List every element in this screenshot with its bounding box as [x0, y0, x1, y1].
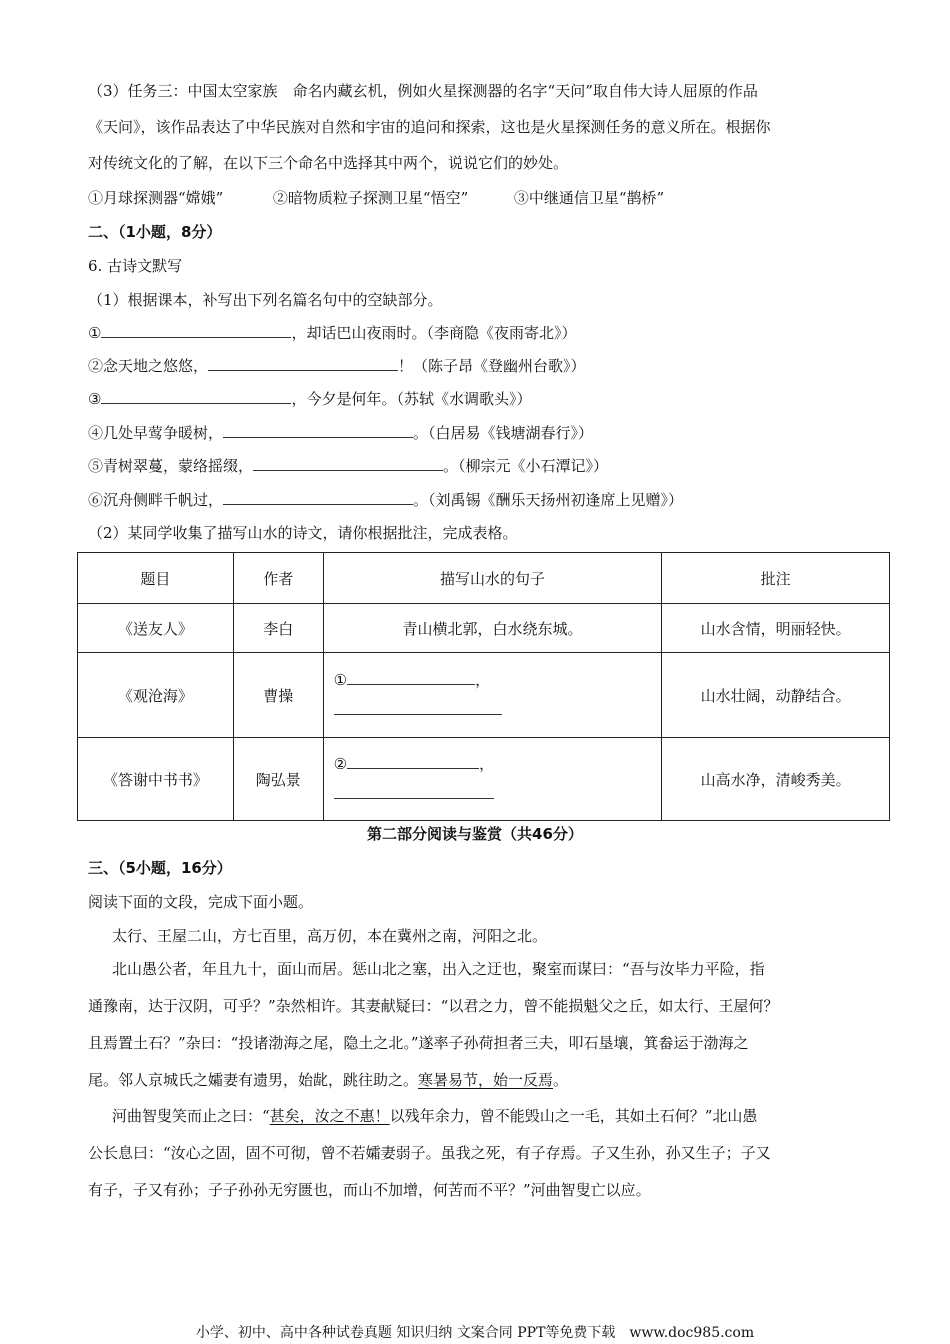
header-cell: 描写山水的句子 [323, 553, 662, 604]
text-span [253, 456, 443, 471]
sub-question: （2）某同学收集了描写山水的诗文，请你根据批注，完成表格。 [88, 524, 518, 542]
text-span: 。（刘禹锡《酬乐天扬州初逢席上见赠》） [413, 491, 684, 509]
passage-line: 有子，子又有孙；子子孙孙无穷匮也，而山不加增，何苦而不平？”河曲智叟亡以应。 [88, 1181, 651, 1199]
task3-line: 《天问》，该作品表达了中华民族对自然和宇宙的追问和探索，这也是火星探测任务的意义所在。根据你 [88, 118, 771, 136]
answer-blank-cell [323, 738, 662, 821]
sub-question: （1）根据课本，补写出下列名篇名句中的空缺部分。 [88, 291, 443, 309]
text-span: ④几处早莺争暖树， [88, 424, 224, 442]
table-row [78, 604, 890, 653]
section-heading: 二、（1小题，8分） [88, 223, 222, 241]
underlined-sentence: 寒暑易节，始一反焉 [418, 1071, 554, 1089]
text-span: ，今夕是何年。（苏轼《水调歌头》） [291, 390, 532, 408]
header-cell: 作者 [233, 553, 323, 604]
part-heading: 第二部分阅读与鉴赏（共46分） [367, 825, 583, 843]
option: ②暗物质粒子探测卫星“悟空” [272, 189, 469, 207]
table-row [78, 653, 890, 738]
text-span: ⑥沉舟侧畔千帆过， [88, 491, 224, 509]
table-cell: 陶弘景 [233, 738, 323, 821]
text-span: 河曲智叟笑而止之曰：“ [112, 1107, 270, 1125]
text-span: 。 [553, 1071, 569, 1089]
text-span: ！（陈子昂《登幽州台歌》） [398, 357, 586, 375]
table-cell: 山水壮阔，动静结合。 [662, 653, 890, 738]
answer-blank-cell [323, 653, 662, 738]
text-span: 。（柳宗元《小石潭记》） [443, 457, 609, 475]
text-span [208, 356, 398, 371]
fill-item [88, 456, 608, 476]
text-span [223, 490, 413, 505]
header-cell: 批注 [662, 553, 890, 604]
question-title: 6. 古诗文默写 [88, 257, 183, 275]
section-heading: 三、（5小题，16分） [88, 859, 232, 877]
option: ①月球探测器“嫦娥” [88, 189, 224, 207]
passage-line: 北山愚公者，年且九十，面山而居。惩山北之塞，出入之迂也，聚室而谋曰：“吾与汝毕力平险，指 [112, 960, 765, 978]
fill-item [88, 389, 531, 409]
task3-options [88, 188, 664, 208]
text-span: 以残年余力，曾不能毁山之一毛，其如土石何？”北山愚 [389, 1107, 758, 1125]
passage-line [88, 1070, 568, 1090]
text-span [334, 700, 502, 715]
table-cell: 《观沧海》 [78, 653, 234, 738]
text-span: ③ [88, 390, 102, 408]
header-cell: 题目 [78, 553, 234, 604]
footer-ad: 小学、初中、高中各种试卷真题 知识归纳 文案合同 PPT等免费下载 www.doc985.com [195, 1325, 755, 1341]
text-span: ① [333, 671, 348, 689]
task3-line: （3）任务三：中国太空家族 命名内藏玄机，例如火星探测器的名字“天问”取自伟大诗人屈原的作品 [88, 82, 758, 100]
fill-item [88, 423, 593, 443]
text-span: ，却话巴山夜雨时。（李商隐《夜雨寄北》） [291, 324, 577, 342]
table-cell: 青山横北郭，白水绕东城。 [323, 604, 662, 653]
passage-line [112, 1106, 757, 1126]
table-cell: 山高水净，清峻秀美。 [662, 738, 890, 821]
text-span [347, 754, 479, 769]
task3-line: 对传统文化的了解，在以下三个命名中选择其中两个，说说它们的妙处。 [88, 154, 569, 172]
table-cell: 李白 [233, 604, 323, 653]
table-cell: 曹操 [233, 653, 323, 738]
text-span [347, 670, 475, 685]
option: ③中继通信卫星“鹊桥” [513, 189, 665, 207]
text-span: 尾。邻人京城氏之孀妻有遗男，始龀，跳往助之。 [88, 1071, 419, 1089]
text-span: ， [479, 755, 495, 773]
fill-item [88, 323, 576, 343]
passage-line: 太行、王屋二山，方七百里，高万仞，本在冀州之南，河阳之北。 [112, 927, 548, 945]
passage-line: 通豫南，达于汉阴，可乎？”杂然相许。其妻献疑曰：“以君之力，曾不能损魁父之丘，如太行、王屋何？ [88, 997, 779, 1015]
table-header-row [78, 553, 890, 604]
text-span [101, 323, 291, 338]
text-span: ②念天地之悠悠， [88, 357, 209, 375]
table-cell: 《答谢中书书》 [78, 738, 234, 821]
text-span [334, 784, 494, 799]
table-cell: 《送友人》 [78, 604, 234, 653]
text-span [101, 389, 291, 404]
table-cell: 山水含情，明丽轻快。 [662, 604, 890, 653]
text-span [223, 423, 413, 438]
text-span: 。（白居易《钱塘湖春行》） [413, 424, 594, 442]
instruction: 阅读下面的文段，完成下面小题。 [88, 893, 314, 911]
underlined-sentence: 甚矣，汝之不惠！ [269, 1107, 390, 1125]
table-row [78, 738, 890, 821]
text-span: ② [333, 755, 348, 773]
text-span [78, 553, 890, 821]
fill-item [88, 490, 683, 510]
text-span: ⑤青树翠蔓，蒙络摇缀， [88, 457, 254, 475]
fill-item [88, 356, 586, 376]
text-span: ， [475, 671, 491, 689]
poem-table [77, 552, 890, 821]
passage-line: 且焉置土石？”杂曰：“投诸渤海之尾，隐土之北。”遂率子孙荷担者三夫，叩石垦壤，箕畚运于渤海之 [88, 1034, 749, 1052]
text-span: ① [88, 324, 102, 342]
passage-line: 公长息曰：“汝心之固，固不可彻，曾不若孀妻弱子。虽我之死，有子存焉。子又生孙，孙又生子；子又 [88, 1144, 771, 1162]
